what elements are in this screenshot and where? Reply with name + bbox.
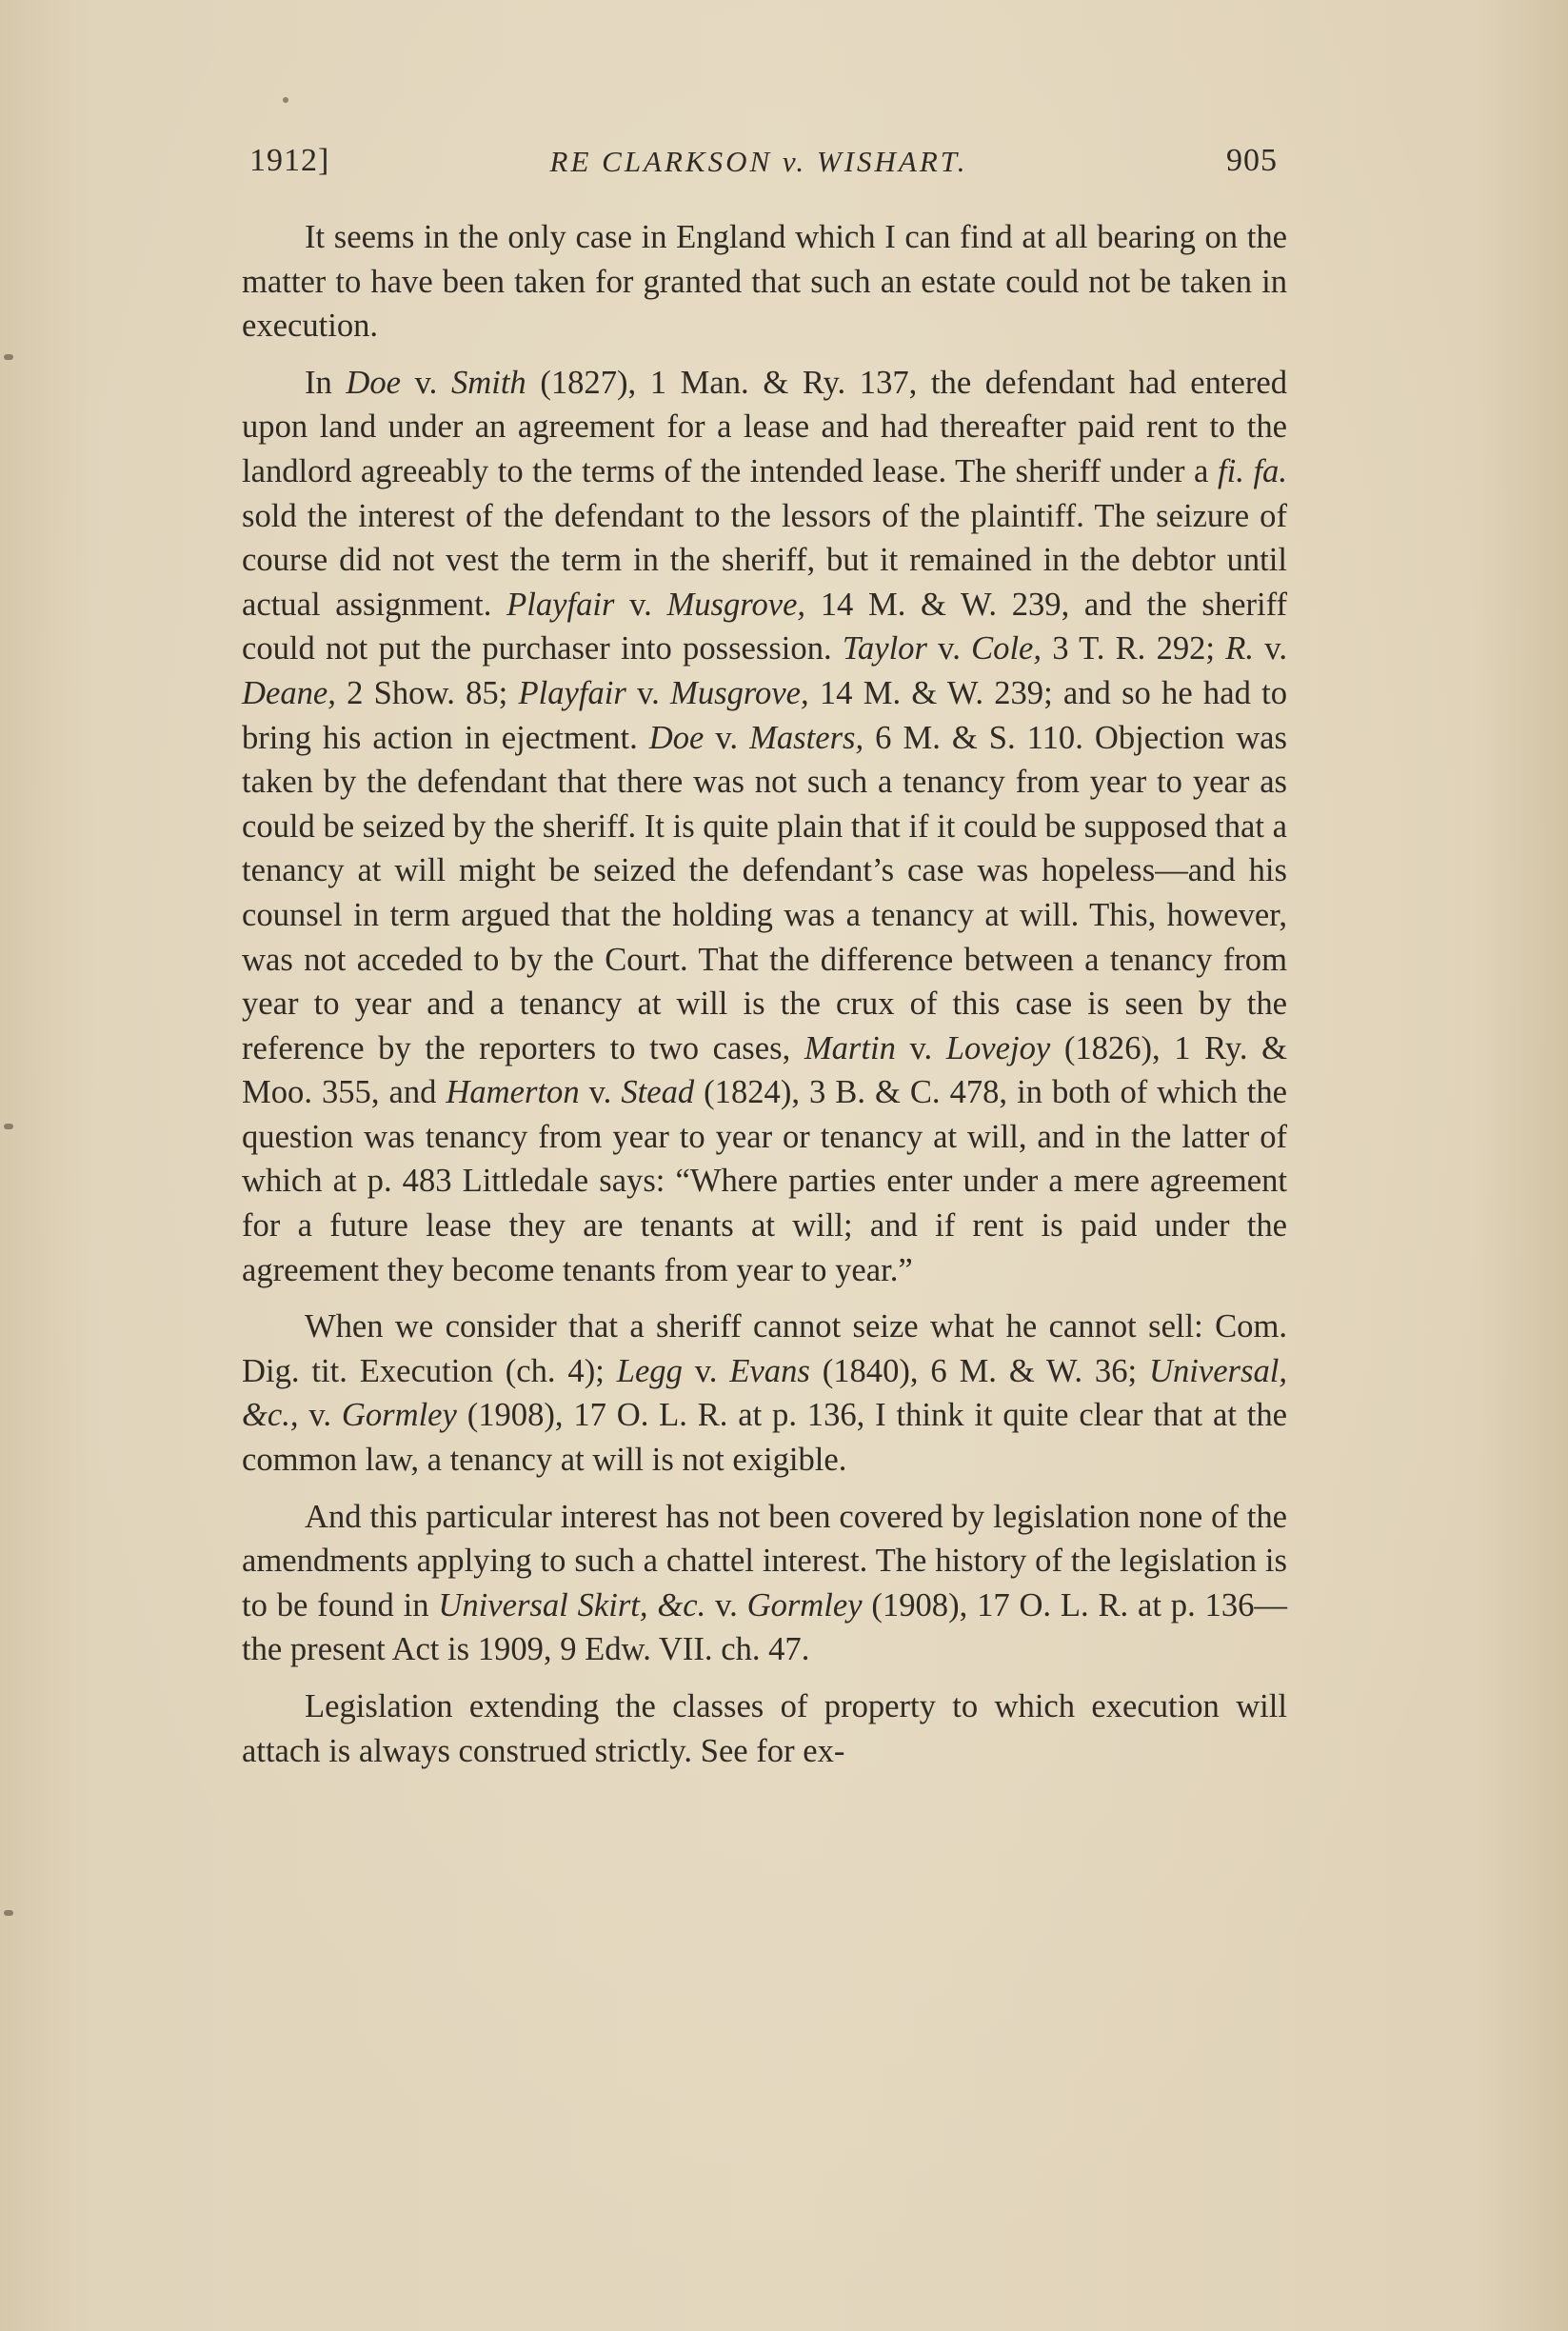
text-run: Legislation extending the classes of property to which execution will attach is always construed strictly. See for ex-	[242, 1688, 1287, 1769]
text-run: In	[305, 364, 347, 401]
margin-mark	[4, 354, 13, 360]
text-run: (1840), 6 M. & W. 36;	[809, 1352, 1149, 1389]
case-name: Smith	[450, 364, 526, 401]
case-name: Doe	[648, 719, 705, 756]
text-run: (1908), 17 O. L. R. at p. 136—the present Act is 1909, 9 Edw. VII. ch. 47.	[242, 1586, 1287, 1668]
paragraph-2	[242, 361, 1287, 1292]
case-name: Universal, &c.,	[242, 1352, 1288, 1434]
text-run: 3 T. R. 292;	[1042, 630, 1226, 667]
margin-mark	[4, 1124, 13, 1129]
case-name: Playfair	[518, 674, 626, 711]
case-name: Gormley	[341, 1397, 457, 1434]
text-run: 14 M. & W. 239; and so he had to bring his action in ejectment.	[242, 674, 1287, 756]
case-name: Gormley	[746, 1586, 863, 1624]
text-run: sold the interest of the defendant to the lessors of the plaintiff. The seizure of course did not vest the term in the sheriff, but it remained in the debtor until actual assignment.	[242, 497, 1287, 623]
case-name: Evans	[729, 1352, 810, 1389]
text-run: 2 Show. 85;	[335, 674, 519, 711]
text-run: v.	[895, 1029, 946, 1066]
case-name: Cole,	[971, 630, 1042, 667]
paragraph-4	[242, 1495, 1287, 1672]
text-run: v.	[704, 719, 750, 756]
text-run: v.	[926, 630, 972, 667]
margin-mark	[4, 1910, 13, 1916]
running-head-year: 1912]	[249, 143, 330, 178]
case-name: Deane,	[242, 674, 336, 711]
text-run: It seems in the only case in England which I can find at all bearing on the matter to have been taken for granted that such an estate could not be taken in execution.	[242, 219, 1287, 345]
ink-speck	[283, 97, 288, 103]
case-name: Hamerton	[446, 1074, 580, 1111]
text-run: (1824), 3 B. & C. 478, in both of which the question was tenancy from year to year or tenancy at will, and in the latter of which at p. 483 Littledale says: “Where parties enter under a mere agreement for a future lease they are tenants at will; and if rent is paid under the agreement they become tenants from year to year.”	[242, 1074, 1287, 1288]
text-run: v.	[625, 674, 671, 711]
text-run: v.	[579, 1074, 622, 1111]
case-name: Universal Skirt, &c.	[438, 1586, 706, 1624]
case-name: Martin	[804, 1029, 896, 1066]
text-run: v.	[401, 364, 451, 401]
text-run: (1827), 1 Man. & Ry. 137, the defendant had entered upon land under an agreement for a lease and had thereafter paid rent to the landlord agreeably to the terms of the intended lease. The sheriff under a	[242, 364, 1287, 489]
text-run: 14 M. & W. 239, and the sheriff could not put the purchaser into possession.	[242, 586, 1287, 667]
running-head-title: RE CLARKSON v. WISHART.	[549, 145, 968, 178]
text-run: (1908), 17 O. L. R. at p. 136, I think it quite clear that at the common law, a tenancy at will is not exigible.	[242, 1397, 1287, 1479]
running-head	[240, 143, 1278, 190]
case-name: R.	[1225, 630, 1255, 667]
case-name: Playfair	[506, 586, 615, 623]
text-run: 6 M. & S. 110. Objection was taken by the defendant that there was not such a tenancy from year to year as could be seized by the sheriff. It is quite plain that if it could be supposed that a tenancy at will might be seized the defendant’s case was hopeless—and his counsel in term argued that the holding was a tenancy at will. This, however, was not acceded to by the Court. That the difference between a tenancy from year to year and a tenancy at will is the crux of this case is seen by the reference by the reporters to two cases,	[242, 719, 1287, 1066]
page-number: 905	[1226, 143, 1278, 178]
paragraph-3	[242, 1305, 1287, 1482]
text-run: v.	[705, 1586, 747, 1624]
body-text	[242, 215, 1287, 1785]
text-run: v.	[298, 1397, 342, 1434]
paragraph-5	[242, 1684, 1287, 1773]
case-name: Musgrove,	[670, 674, 809, 711]
case-name: Masters,	[749, 719, 864, 756]
case-name: fi. fa.	[1218, 452, 1287, 489]
case-name: Stead	[621, 1074, 695, 1111]
text-run: (1826), 1 Ry. & Moo. 355, and	[242, 1029, 1287, 1111]
case-name: Taylor	[842, 630, 927, 667]
case-name: Lovejoy	[945, 1029, 1051, 1066]
case-name: Doe	[346, 364, 402, 401]
case-name: Musgrove,	[666, 586, 806, 623]
text-run: v.	[682, 1352, 730, 1389]
paragraph-1	[242, 215, 1287, 349]
text-run: v.	[1254, 630, 1287, 667]
text-run: When we consider that a sheriff cannot seize what he cannot sell: Com. Dig. tit. Execution (ch. 4);	[242, 1308, 1287, 1389]
text-run: v.	[614, 586, 667, 623]
text-run: And this particular interest has not been covered by legislation none of the amendments applying to such a chattel interest. The history of the legislation is to be found in	[242, 1498, 1287, 1624]
case-name: Legg	[616, 1352, 683, 1389]
